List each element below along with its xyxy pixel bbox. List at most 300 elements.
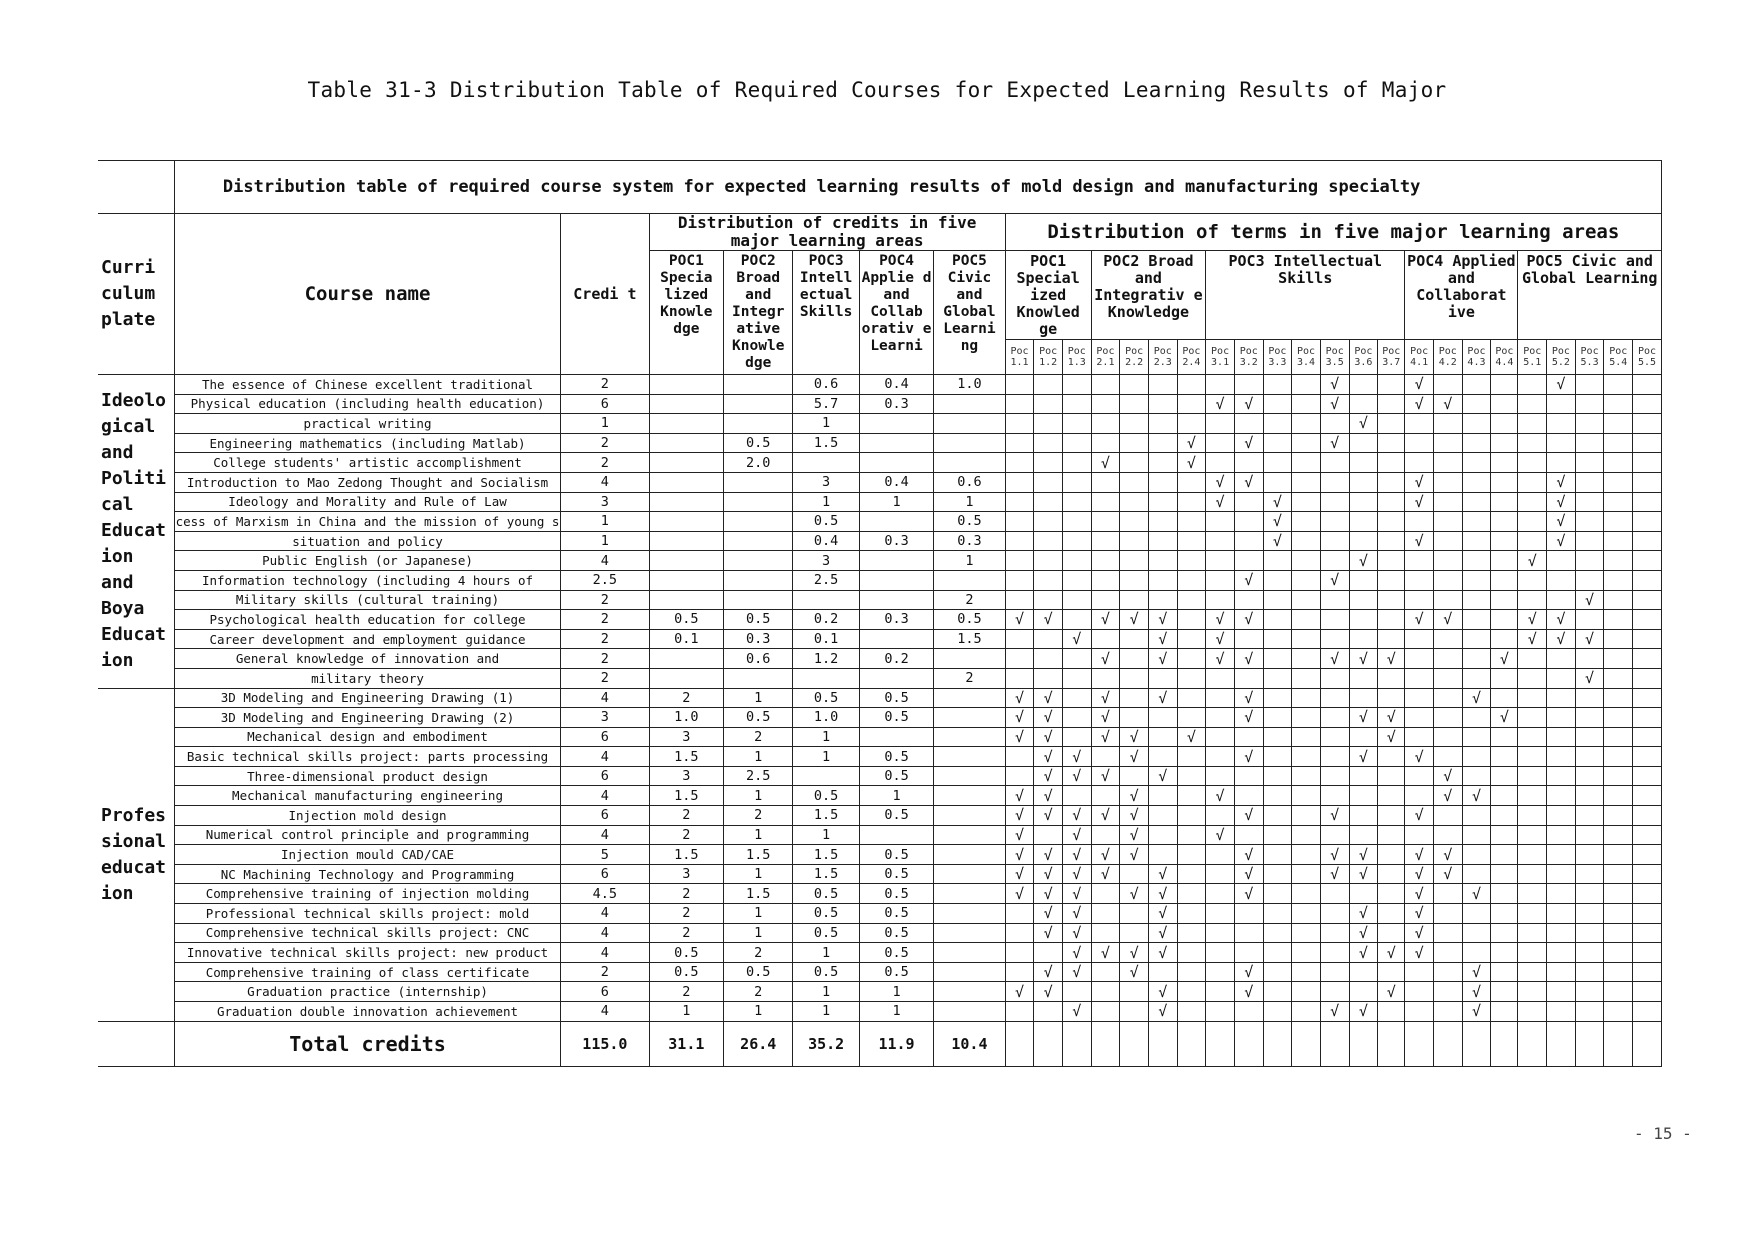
term-cell — [1263, 472, 1292, 492]
term-cell — [1462, 825, 1491, 845]
term-cell — [1177, 492, 1206, 512]
credit-distribution-cell — [649, 668, 723, 688]
term-cell — [1062, 414, 1091, 434]
credit-distribution-cell — [724, 375, 793, 395]
term-cell — [1378, 394, 1405, 414]
term-cell — [1034, 512, 1063, 532]
term-cell — [1633, 864, 1662, 884]
credit-distribution-cell: 0.5 — [724, 433, 793, 453]
check-mark-icon: √ — [1014, 982, 1024, 1001]
course-name: Numerical control principle and programming — [174, 825, 560, 845]
term-cell — [1034, 629, 1063, 649]
term-cell — [1462, 806, 1491, 826]
table-row — [98, 904, 1662, 924]
term-cell — [1206, 414, 1235, 434]
total-term-cell — [1234, 1021, 1263, 1066]
term-cell — [1575, 766, 1604, 786]
term-cell — [1378, 766, 1405, 786]
course-credit: 5 — [561, 845, 650, 865]
check-mark-icon: √ — [1129, 727, 1139, 746]
check-mark-icon: √ — [1072, 904, 1082, 923]
credit-distribution-cell — [649, 570, 723, 590]
check-mark-icon: √ — [1072, 845, 1082, 864]
term-cell — [1120, 688, 1149, 708]
term-cell — [1633, 982, 1662, 1002]
term-cell — [1206, 531, 1235, 551]
term-cell — [1575, 845, 1604, 865]
check-mark-icon: √ — [1100, 727, 1110, 746]
check-mark-icon: √ — [1129, 825, 1139, 844]
term-cell — [1034, 747, 1063, 767]
term-cell — [1148, 472, 1177, 492]
term-cell — [1633, 531, 1662, 551]
term-cell — [1120, 766, 1149, 786]
course-name: College students' artistic accomplishment — [174, 453, 560, 473]
course-credit: 6 — [561, 766, 650, 786]
total-credit-distribution: 11.9 — [859, 1021, 933, 1066]
check-mark-icon: √ — [1443, 845, 1453, 864]
term-cell — [1349, 433, 1378, 453]
course-name: The essence of Chinese excellent traditional — [174, 375, 560, 395]
term-cell — [1062, 590, 1091, 610]
term-cell — [1462, 727, 1491, 747]
term-cell — [1378, 375, 1405, 395]
term-cell — [1518, 747, 1547, 767]
term-cell — [1206, 394, 1235, 414]
term-cell — [1462, 531, 1491, 551]
term-cell — [1433, 453, 1462, 473]
term-cell — [1263, 1002, 1292, 1022]
term-cell — [1292, 708, 1321, 728]
check-mark-icon: √ — [1043, 806, 1053, 825]
term-cell — [1604, 806, 1633, 826]
check-mark-icon: √ — [1330, 845, 1340, 864]
term-cell — [1378, 570, 1405, 590]
term-cell — [1120, 708, 1149, 728]
check-mark-icon: √ — [1358, 923, 1368, 942]
check-mark-icon: √ — [1244, 571, 1254, 590]
credit-distribution-cell: 0.1 — [649, 629, 723, 649]
term-cell — [1148, 943, 1177, 963]
term-cell — [1320, 806, 1349, 826]
term-cell — [1547, 982, 1576, 1002]
check-mark-icon: √ — [1215, 786, 1225, 805]
term-cell — [1349, 943, 1378, 963]
term-cell — [1091, 414, 1120, 434]
check-mark-icon: √ — [1158, 610, 1168, 629]
term-cell — [1547, 629, 1576, 649]
credit-distribution-cell: 2.5 — [724, 766, 793, 786]
term-cell — [1034, 472, 1063, 492]
term-cell — [1091, 512, 1120, 532]
term-cell — [1120, 512, 1149, 532]
check-mark-icon: √ — [1556, 375, 1566, 394]
term-cell — [1292, 492, 1321, 512]
check-mark-icon: √ — [1129, 845, 1139, 864]
credit-poc-header: POC5 Civic and Global Learni ng — [934, 251, 1005, 375]
check-mark-icon: √ — [1358, 551, 1368, 570]
term-cell — [1405, 727, 1434, 747]
credit-distribution-cell: 0.5 — [859, 708, 933, 728]
credit-distribution-cell — [649, 414, 723, 434]
term-cell — [1462, 394, 1491, 414]
term-cell — [1091, 806, 1120, 826]
term-cell — [1091, 864, 1120, 884]
term-cell — [1491, 668, 1518, 688]
course-credit: 1 — [561, 414, 650, 434]
check-mark-icon: √ — [1358, 1002, 1368, 1021]
term-cell — [1120, 786, 1149, 806]
credit-distribution-cell: 0.5 — [649, 943, 723, 963]
term-cell — [1604, 923, 1633, 943]
credit-distribution-cell: 0.5 — [793, 786, 859, 806]
term-cell — [1234, 884, 1263, 904]
credit-area-header: Distribution of credits in five major learning areas — [649, 214, 1005, 251]
course-credit: 2 — [561, 668, 650, 688]
term-poc-header: POC5 Civic and Global Learning — [1518, 251, 1662, 340]
term-cell — [1405, 845, 1434, 865]
term-cell — [1405, 570, 1434, 590]
table-row — [98, 806, 1662, 826]
check-mark-icon: √ — [1100, 708, 1110, 727]
term-cell — [1491, 806, 1518, 826]
term-cell — [1604, 394, 1633, 414]
check-mark-icon: √ — [1330, 434, 1340, 453]
term-cell — [1320, 551, 1349, 571]
credit-distribution-cell: 1 — [724, 688, 793, 708]
check-mark-icon: √ — [1014, 688, 1024, 707]
term-cell — [1206, 904, 1235, 924]
term-cell — [1518, 708, 1547, 728]
credit-distribution-cell — [859, 570, 933, 590]
term-cell — [1005, 629, 1034, 649]
term-cell — [1148, 825, 1177, 845]
term-cell — [1148, 629, 1177, 649]
credit-distribution-cell — [934, 864, 1005, 884]
check-mark-icon: √ — [1043, 610, 1053, 629]
credit-distribution-cell: 1 — [934, 551, 1005, 571]
credit-distribution-cell — [859, 453, 933, 473]
credit-distribution-cell: 0.5 — [859, 845, 933, 865]
credit-distribution-cell: 0.5 — [724, 708, 793, 728]
term-cell — [1518, 590, 1547, 610]
term-cell — [1547, 825, 1576, 845]
total-credit: 115.0 — [561, 1021, 650, 1066]
term-cell — [1405, 982, 1434, 1002]
term-cell — [1491, 590, 1518, 610]
poc-sub-code: Poc 3.3 — [1263, 340, 1292, 375]
term-cell — [1234, 610, 1263, 630]
term-cell — [1206, 864, 1235, 884]
credit-distribution-cell: 0.3 — [859, 394, 933, 414]
term-cell — [1518, 433, 1547, 453]
term-cell — [1034, 864, 1063, 884]
term-cell — [1320, 453, 1349, 473]
term-cell — [1349, 825, 1378, 845]
credit-distribution-cell: 1.5 — [649, 845, 723, 865]
credit-distribution-cell — [934, 649, 1005, 669]
term-cell — [1034, 884, 1063, 904]
term-cell — [1405, 904, 1434, 924]
course-credit: 3 — [561, 492, 650, 512]
term-cell — [1575, 1002, 1604, 1022]
term-cell — [1378, 864, 1405, 884]
term-cell — [1547, 590, 1576, 610]
term-cell — [1292, 590, 1321, 610]
term-cell — [1575, 629, 1604, 649]
check-mark-icon: √ — [1129, 943, 1139, 962]
term-cell — [1005, 492, 1034, 512]
term-cell — [1378, 962, 1405, 982]
check-mark-icon: √ — [1129, 747, 1139, 766]
check-mark-icon: √ — [1158, 630, 1168, 649]
total-term-cell — [1349, 1021, 1378, 1066]
term-cell — [1378, 414, 1405, 434]
totals-spacer — [98, 1021, 174, 1066]
term-cell — [1633, 551, 1662, 571]
term-cell — [1518, 884, 1547, 904]
term-cell — [1491, 394, 1518, 414]
term-cell — [1547, 472, 1576, 492]
total-credit-distribution: 26.4 — [724, 1021, 793, 1066]
term-cell — [1462, 668, 1491, 688]
credit-distribution-cell: 0.5 — [649, 962, 723, 982]
check-mark-icon: √ — [1244, 747, 1254, 766]
term-cell — [1604, 531, 1633, 551]
term-cell — [1518, 904, 1547, 924]
term-cell — [1177, 512, 1206, 532]
term-cell — [1604, 492, 1633, 512]
term-cell — [1433, 649, 1462, 669]
term-cell — [1378, 551, 1405, 571]
credit-distribution-cell: 0.5 — [859, 904, 933, 924]
credit-distribution-cell — [934, 962, 1005, 982]
credit-distribution-cell: 0.3 — [724, 629, 793, 649]
table-row — [98, 747, 1662, 767]
term-cell — [1062, 649, 1091, 669]
term-cell — [1320, 570, 1349, 590]
total-term-cell — [1320, 1021, 1349, 1066]
term-cell — [1433, 884, 1462, 904]
term-cell — [1547, 394, 1576, 414]
term-cell — [1491, 786, 1518, 806]
term-cell — [1005, 727, 1034, 747]
term-cell — [1062, 512, 1091, 532]
check-mark-icon: √ — [1100, 767, 1110, 786]
credit-distribution-cell — [934, 453, 1005, 473]
term-cell — [1234, 727, 1263, 747]
term-cell — [1575, 433, 1604, 453]
credit-distribution-cell — [724, 394, 793, 414]
credit-distribution-cell: 2 — [649, 904, 723, 924]
credit-distribution-cell: 0.5 — [859, 688, 933, 708]
term-cell — [1462, 904, 1491, 924]
term-cell — [1433, 688, 1462, 708]
total-term-cell — [1575, 1021, 1604, 1066]
term-cell — [1062, 1002, 1091, 1022]
term-cell — [1234, 904, 1263, 924]
credit-distribution-cell: 2.0 — [724, 453, 793, 473]
term-cell — [1547, 904, 1576, 924]
poc-sub-code: Poc 1.2 — [1034, 340, 1063, 375]
check-mark-icon: √ — [1556, 473, 1566, 492]
term-cell — [1547, 727, 1576, 747]
credit-distribution-cell — [649, 512, 723, 532]
credit-distribution-cell: 1 — [859, 786, 933, 806]
term-cell — [1263, 708, 1292, 728]
term-cell — [1292, 845, 1321, 865]
credit-distribution-cell: 0.3 — [934, 531, 1005, 551]
term-cell — [1005, 904, 1034, 924]
check-mark-icon: √ — [1527, 630, 1537, 649]
term-cell — [1263, 962, 1292, 982]
check-mark-icon: √ — [1414, 943, 1424, 962]
term-cell — [1177, 1002, 1206, 1022]
course-name: 3D Modeling and Engineering Drawing (2) — [174, 708, 560, 728]
check-mark-icon: √ — [1072, 923, 1082, 942]
term-cell — [1120, 904, 1149, 924]
check-mark-icon: √ — [1100, 943, 1110, 962]
check-mark-icon: √ — [1358, 414, 1368, 433]
term-cell — [1091, 982, 1120, 1002]
credit-distribution-cell: 1 — [793, 492, 859, 512]
term-cell — [1633, 453, 1662, 473]
course-name-header: Course name — [174, 214, 560, 375]
poc-sub-code: Poc 4.2 — [1433, 340, 1462, 375]
term-cell — [1062, 845, 1091, 865]
credit-distribution-cell: 0.5 — [724, 610, 793, 630]
term-cell — [1575, 394, 1604, 414]
term-cell — [1462, 492, 1491, 512]
course-credit: 2 — [561, 962, 650, 982]
term-cell — [1292, 923, 1321, 943]
course-credit: 4 — [561, 1002, 650, 1022]
check-mark-icon: √ — [1244, 708, 1254, 727]
poc-sub-code: Poc 3.1 — [1206, 340, 1235, 375]
credit-poc-header: POC2 Broad and Integr ative Knowle dge — [724, 251, 793, 375]
term-cell — [1633, 570, 1662, 590]
credit-distribution-cell: 5.7 — [793, 394, 859, 414]
term-cell — [1005, 708, 1034, 728]
check-mark-icon: √ — [1471, 688, 1481, 707]
term-cell — [1120, 414, 1149, 434]
term-cell — [1633, 472, 1662, 492]
term-cell — [1433, 590, 1462, 610]
course-name: NC Machining Technology and Programming — [174, 864, 560, 884]
term-cell — [1633, 708, 1662, 728]
check-mark-icon: √ — [1158, 943, 1168, 962]
term-cell — [1120, 590, 1149, 610]
credit-distribution-cell: 1 — [724, 864, 793, 884]
term-cell — [1547, 610, 1576, 630]
term-cell — [1206, 433, 1235, 453]
term-cell — [1405, 668, 1434, 688]
credit-distribution-cell: 2 — [724, 727, 793, 747]
poc-sub-code: Poc 3.2 — [1234, 340, 1263, 375]
term-cell — [1148, 864, 1177, 884]
credit-distribution-cell — [649, 649, 723, 669]
term-cell — [1177, 531, 1206, 551]
term-cell — [1034, 433, 1063, 453]
term-cell — [1120, 629, 1149, 649]
term-cell — [1491, 864, 1518, 884]
term-cell — [1604, 433, 1633, 453]
term-cell — [1518, 668, 1547, 688]
check-mark-icon: √ — [1100, 865, 1110, 884]
term-cell — [1177, 884, 1206, 904]
term-cell — [1292, 786, 1321, 806]
term-cell — [1491, 570, 1518, 590]
total-term-cell — [1005, 1021, 1034, 1066]
term-cell — [1320, 472, 1349, 492]
term-cell — [1349, 864, 1378, 884]
term-cell — [1547, 845, 1576, 865]
poc-sub-code: Poc 2.1 — [1091, 340, 1120, 375]
check-mark-icon: √ — [1414, 375, 1424, 394]
term-cell — [1320, 825, 1349, 845]
term-cell — [1433, 982, 1462, 1002]
check-mark-icon: √ — [1585, 669, 1595, 688]
course-name: Professional technical skills project: mold — [174, 904, 560, 924]
term-cell — [1005, 375, 1034, 395]
term-cell — [1263, 649, 1292, 669]
credit-distribution-cell: 2 — [934, 668, 1005, 688]
term-cell — [1177, 590, 1206, 610]
term-cell — [1005, 786, 1034, 806]
table-row — [98, 982, 1662, 1002]
term-cell — [1177, 688, 1206, 708]
term-cell — [1491, 453, 1518, 473]
check-mark-icon: √ — [1158, 982, 1168, 1001]
term-poc-header: POC3 Intellectual Skills — [1206, 251, 1405, 340]
check-mark-icon: √ — [1072, 806, 1082, 825]
term-cell — [1062, 904, 1091, 924]
term-cell — [1604, 708, 1633, 728]
total-term-cell — [1433, 1021, 1462, 1066]
term-cell — [1604, 590, 1633, 610]
table-row — [98, 943, 1662, 963]
term-cell — [1349, 629, 1378, 649]
table-row — [98, 649, 1662, 669]
term-cell — [1405, 590, 1434, 610]
credit-distribution-cell — [934, 845, 1005, 865]
credit-distribution-cell: 3 — [793, 551, 859, 571]
term-cell — [1547, 551, 1576, 571]
credit-distribution-cell — [859, 433, 933, 453]
check-mark-icon: √ — [1043, 923, 1053, 942]
term-cell — [1547, 1002, 1576, 1022]
poc-sub-code: Poc 5.1 — [1518, 340, 1547, 375]
credit-distribution-cell: 0.5 — [934, 512, 1005, 532]
credit-distribution-cell — [934, 708, 1005, 728]
term-cell — [1120, 453, 1149, 473]
course-name: Graduation double innovation achievement — [174, 1002, 560, 1022]
check-mark-icon: √ — [1358, 904, 1368, 923]
term-cell — [1462, 962, 1491, 982]
check-mark-icon: √ — [1414, 806, 1424, 825]
term-cell — [1491, 492, 1518, 512]
term-cell — [1405, 864, 1434, 884]
credit-distribution-cell: 2 — [724, 806, 793, 826]
credit-poc-header: POC1 Specia lized Knowle dge — [649, 251, 723, 375]
term-cell — [1462, 551, 1491, 571]
term-cell — [1177, 649, 1206, 669]
term-cell — [1148, 649, 1177, 669]
term-cell — [1091, 708, 1120, 728]
course-name: Ideology and Morality and Rule of Law — [174, 492, 560, 512]
term-cell — [1547, 570, 1576, 590]
term-cell — [1491, 904, 1518, 924]
